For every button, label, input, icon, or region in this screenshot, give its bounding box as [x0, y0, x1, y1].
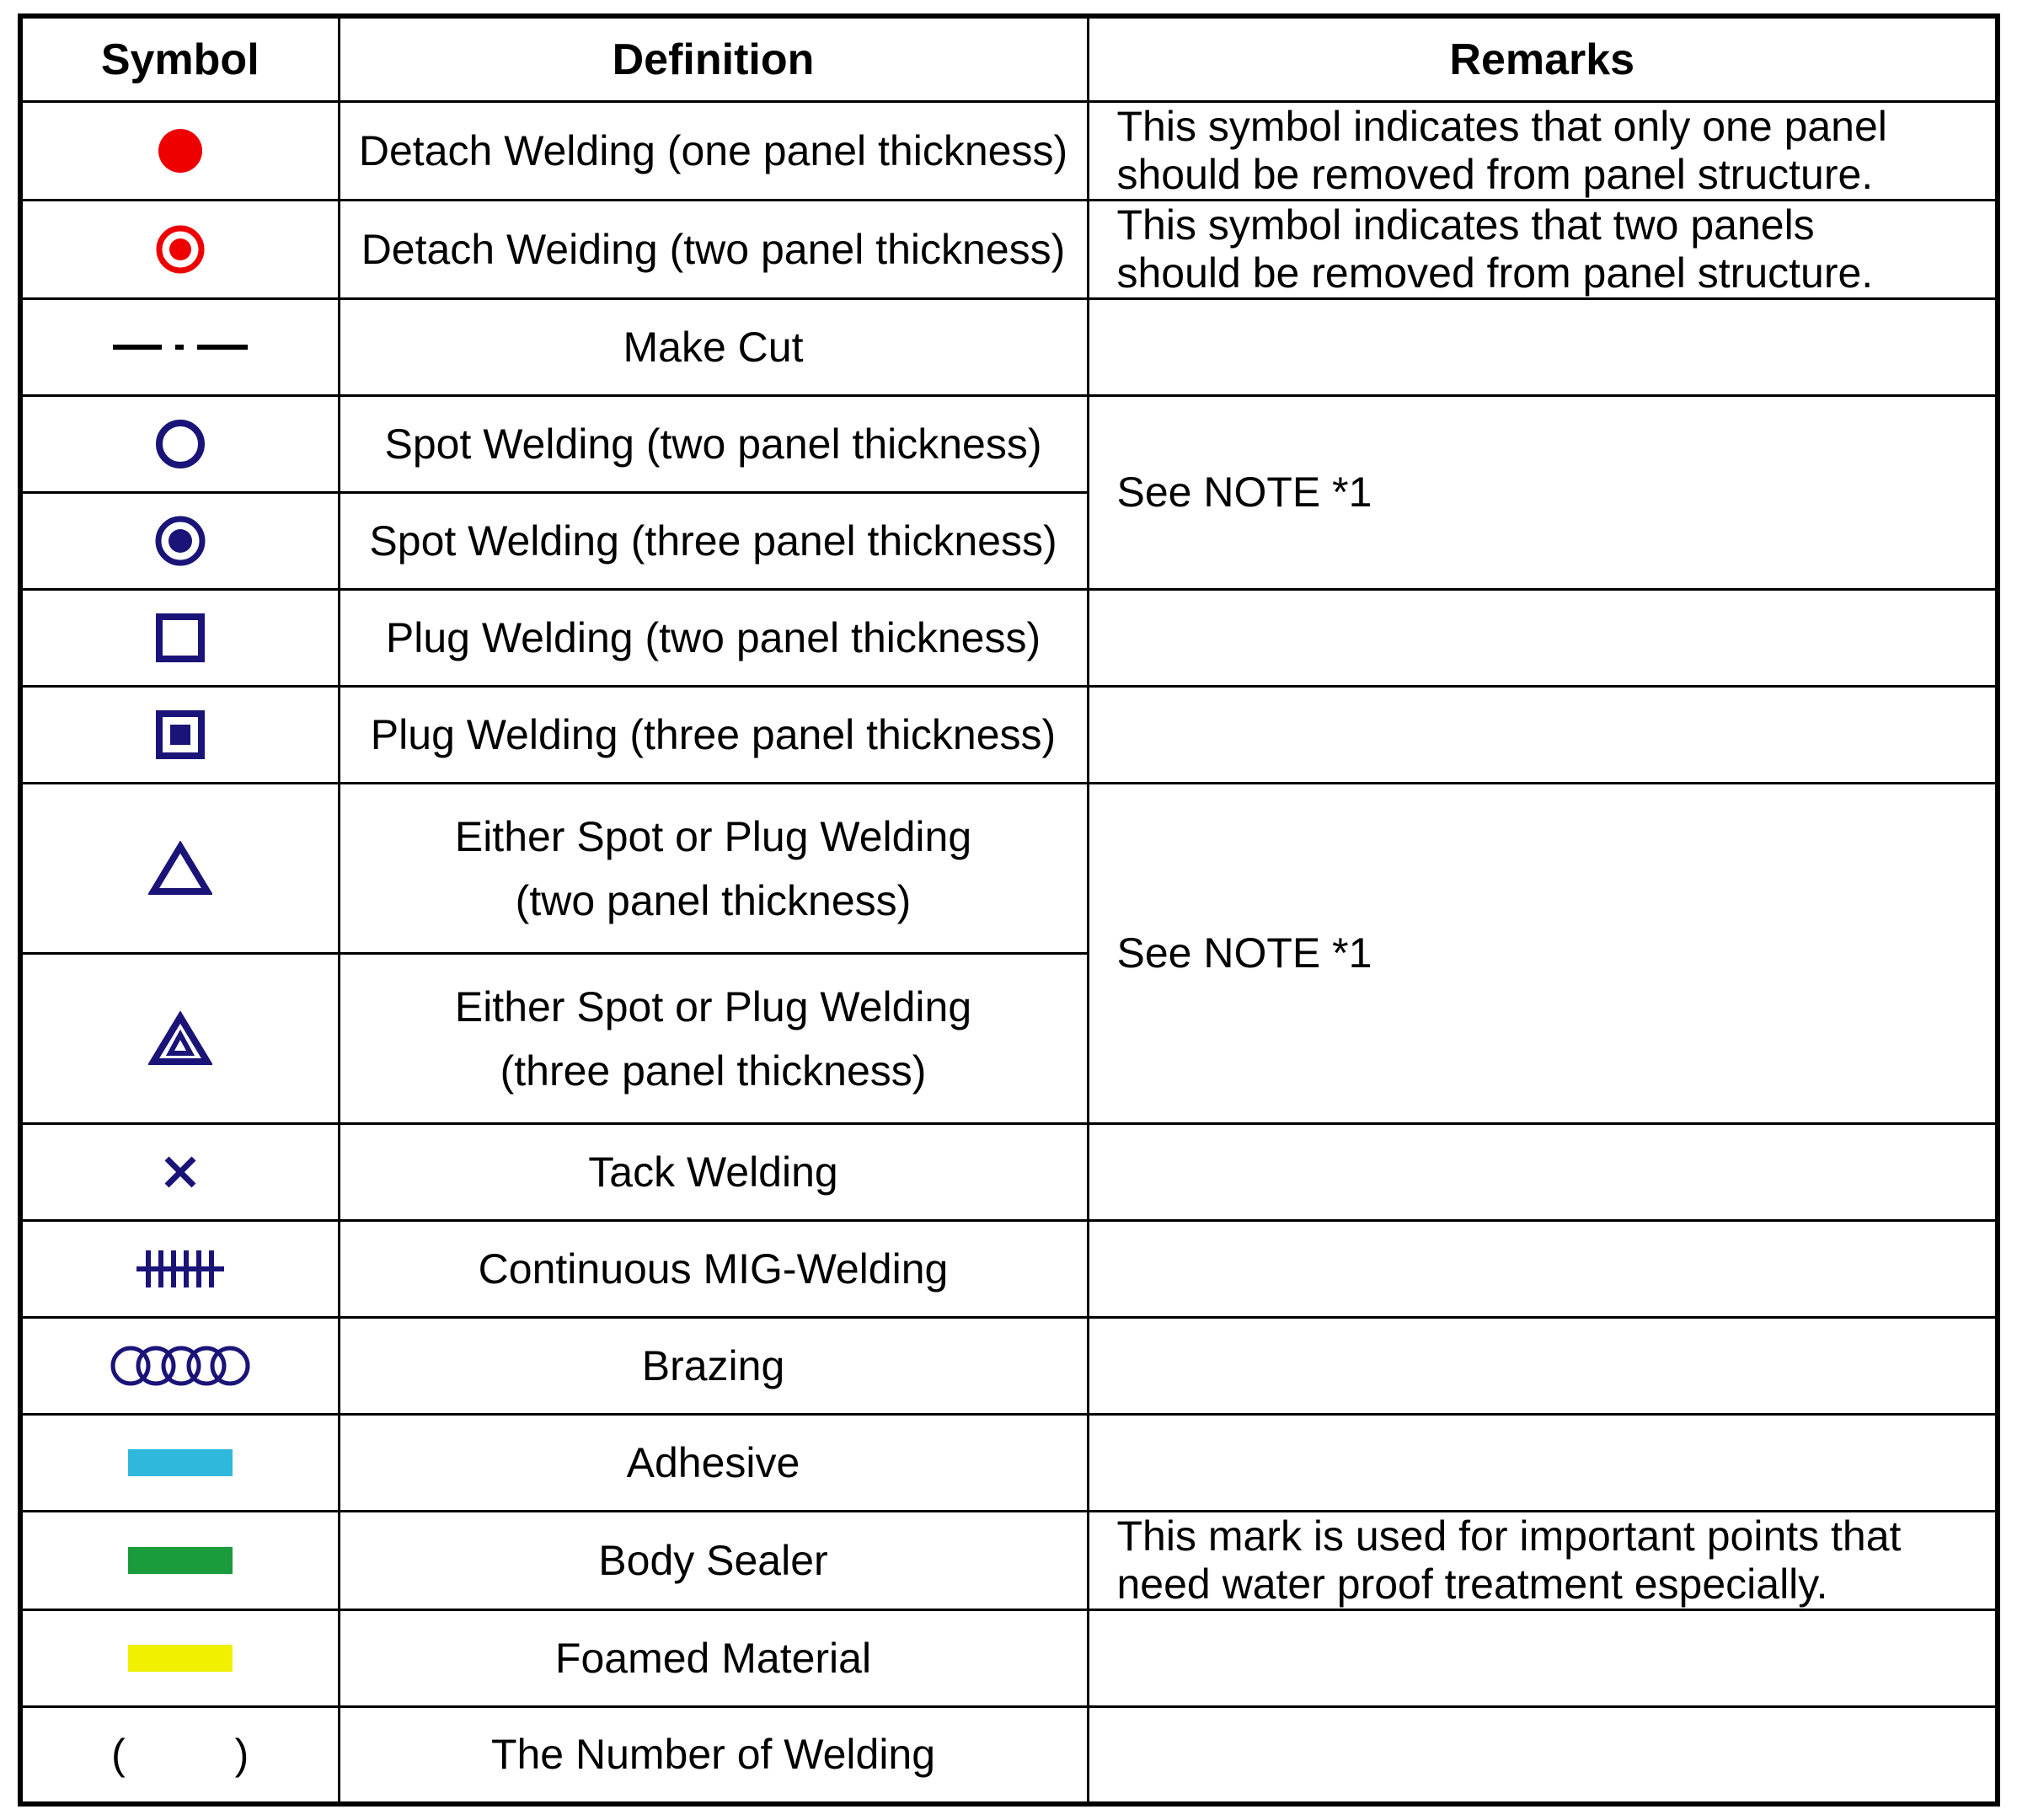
symbol-cell [20, 299, 339, 396]
definition-cell: Adhesive [339, 1415, 1088, 1512]
definition-cell: Foamed Material [339, 1610, 1088, 1707]
table-row [20, 1318, 1998, 1415]
table-row [20, 201, 1998, 299]
definition-cell: Make Cut [339, 299, 1088, 396]
remark-line: need water proof treatment especially. [1116, 1560, 1828, 1608]
table-row [20, 299, 1998, 396]
definition-cell: Continuous MIG-Welding [339, 1221, 1088, 1318]
parentheses-icon: ( ) [111, 1731, 298, 1779]
symbol-cell [20, 687, 339, 784]
yellow-bar-icon [128, 1645, 233, 1672]
remark-line: should be removed from panel structure. [1116, 151, 1874, 198]
definition-cell: Spot Welding (three panel thickness) [339, 493, 1088, 590]
red-ring-dot-icon [153, 222, 207, 276]
symbol-cell [20, 954, 339, 1124]
definition-cell: Detach Welding (one panel thickness) [339, 102, 1088, 201]
definition-line: Either Spot or Plug Welding [454, 812, 972, 860]
definition-cell: Detach Weiding (two panel thickness) [339, 201, 1088, 299]
table-row [20, 1221, 1998, 1318]
definition-column-header: Definition [339, 16, 1088, 102]
remarks-cell: See NOTE *1 [1088, 396, 1998, 590]
remarks-cell [1088, 201, 1998, 299]
symbol-cell [20, 1221, 339, 1318]
remarks-cell: See NOTE *1 [1088, 784, 1998, 1124]
chain-loops-icon [109, 1343, 252, 1389]
table-row [20, 396, 1998, 493]
symbol-cell [20, 784, 339, 954]
cross-icon [162, 1154, 199, 1191]
definition-cell: Body Sealer [339, 1512, 1088, 1610]
symbol-cell [20, 201, 339, 299]
header-row [20, 16, 1998, 102]
table-row [20, 784, 1998, 954]
symbol-cell [20, 102, 339, 201]
definition-line: Either Spot or Plug Welding [454, 982, 972, 1030]
remark-line: This symbol indicates that only one panel [1116, 103, 1887, 150]
remarks-cell [1088, 1415, 1998, 1512]
symbol-cell [20, 493, 339, 590]
remarks-cell [1088, 102, 1998, 201]
symbol-cell [20, 1512, 339, 1610]
remarks-cell [1088, 299, 1998, 396]
square-dot-icon [155, 709, 206, 760]
definition-cell: Tack Welding [339, 1124, 1088, 1221]
open-triangle-icon [148, 841, 212, 897]
symbol-cell [20, 590, 339, 687]
remark-line: This symbol indicates that two panels [1116, 201, 1815, 249]
remarks-cell [1088, 1610, 1998, 1707]
circle-dot-icon [153, 514, 207, 568]
symbol-column-header: Symbol [20, 16, 339, 102]
definition-line: (three panel thickness) [500, 1046, 927, 1095]
open-square-icon [155, 613, 206, 663]
table-row [20, 1610, 1998, 1707]
remarks-cell [1088, 1221, 1998, 1318]
table-row [20, 102, 1998, 201]
definition-line: (two panel thickness) [515, 876, 912, 924]
remark-line: This mark is used for important points that [1116, 1512, 1902, 1560]
remarks-cell [1088, 1124, 1998, 1221]
symbol-cell [20, 1610, 339, 1707]
symbol-cell [20, 396, 339, 493]
welding-symbol-legend-table [18, 13, 2000, 1807]
definition-cell: The Number of Welding [339, 1707, 1088, 1804]
filled-red-dot-icon [155, 126, 206, 176]
definition-cell: Spot Welding (two panel thickness) [339, 396, 1088, 493]
table-row [20, 1415, 1998, 1512]
dash-dot-line-icon [113, 339, 248, 356]
cyan-bar-icon [128, 1449, 233, 1476]
table-row [20, 590, 1998, 687]
remark-line: should be removed from panel structure. [1116, 249, 1874, 297]
nested-triangle-icon [148, 1011, 212, 1067]
symbol-cell [20, 1707, 339, 1804]
hatched-line-icon [136, 1248, 224, 1290]
table-row [20, 1707, 1998, 1804]
table-row [20, 1512, 1998, 1610]
remarks-cell [1088, 687, 1998, 784]
open-circle-icon [153, 417, 207, 471]
table-row [20, 687, 1998, 784]
remarks-cell [1088, 1707, 1998, 1804]
remarks-cell [1088, 1512, 1998, 1610]
remarks-cell [1088, 1318, 1998, 1415]
green-bar-icon [128, 1547, 233, 1574]
definition-cell [339, 954, 1088, 1124]
definition-cell: Plug Welding (three panel thickness) [339, 687, 1088, 784]
symbol-cell [20, 1124, 339, 1221]
definition-cell: Brazing [339, 1318, 1088, 1415]
definition-cell: Plug Welding (two panel thickness) [339, 590, 1088, 687]
definition-cell [339, 784, 1088, 954]
symbol-cell [20, 1415, 339, 1512]
table-row [20, 1124, 1998, 1221]
symbol-cell [20, 1318, 339, 1415]
remarks-column-header: Remarks [1088, 16, 1998, 102]
remarks-cell [1088, 590, 1998, 687]
